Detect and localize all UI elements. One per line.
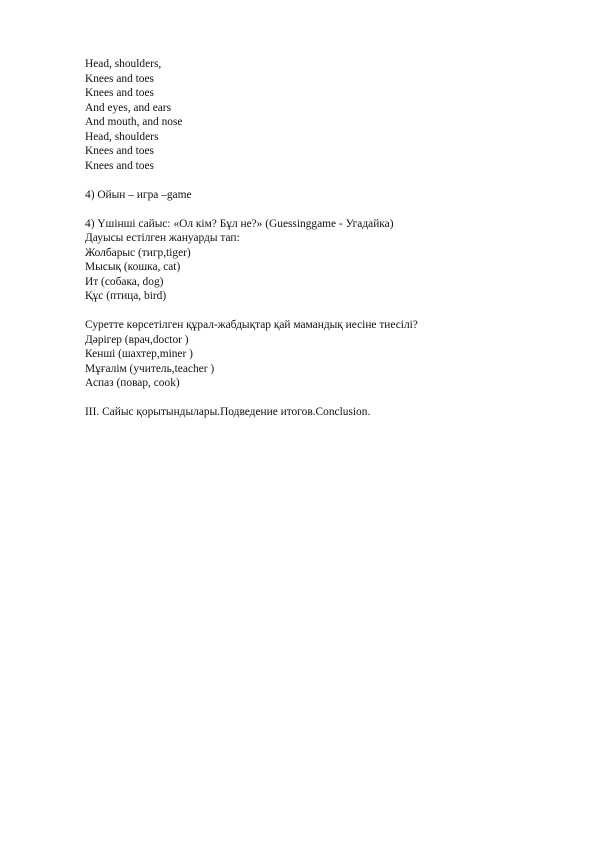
- animal-item: Құс (птица, bird): [85, 290, 167, 302]
- guessing-game-heading: 4) Үшінші сайыс: «Ол кім? Бұл не?» (Guessinggame - Угадайка): [85, 217, 394, 230]
- profession-item: Мұғалім (учитель,teacher ): [85, 362, 215, 375]
- paragraph-gap: [85, 173, 545, 188]
- paragraph-gap: [85, 202, 545, 217]
- professions-section: [85, 318, 545, 391]
- animal-item: Жолбарыс (тигр,tiger): [85, 246, 191, 259]
- song-lyrics: [85, 57, 545, 173]
- animal-item: Мысық (кошка, cat): [85, 261, 181, 273]
- song-line: And eyes, and ears: [85, 101, 172, 114]
- professions-question: Суретте көрсетілген құрал-жабдықтар қай мамандық иесіне тиесілі?: [85, 319, 418, 331]
- paragraph-gap: [85, 391, 545, 406]
- profession-item: Аспаз (повар, cook): [85, 377, 180, 389]
- conclusion-heading: III. Сайыс қорытындылары.Подведение итогов.Conclusion.: [85, 406, 371, 418]
- game-heading: 4) Ойын – игра –game: [85, 188, 192, 201]
- song-line: Head, shoulders,: [85, 58, 162, 70]
- song-line: Knees and toes: [85, 72, 154, 85]
- song-line: Knees and toes: [85, 87, 154, 99]
- song-line: Head, shoulders: [85, 130, 159, 143]
- paragraph-gap: [85, 304, 545, 319]
- song-line: And mouth, and nose: [85, 116, 183, 128]
- profession-item: Дәрігер (врач,doctor ): [85, 333, 189, 346]
- animal-item: Ит (собака, dog): [85, 275, 164, 288]
- profession-item: Кенші (шахтер,miner ): [85, 348, 193, 360]
- document-body: [85, 57, 545, 420]
- song-line: Knees and toes: [85, 145, 154, 157]
- guessing-game-instruction: Дауысы естілген жануарды тап:: [85, 232, 240, 244]
- guessing-game-section: [85, 217, 545, 304]
- song-line: Knees and toes: [85, 159, 154, 172]
